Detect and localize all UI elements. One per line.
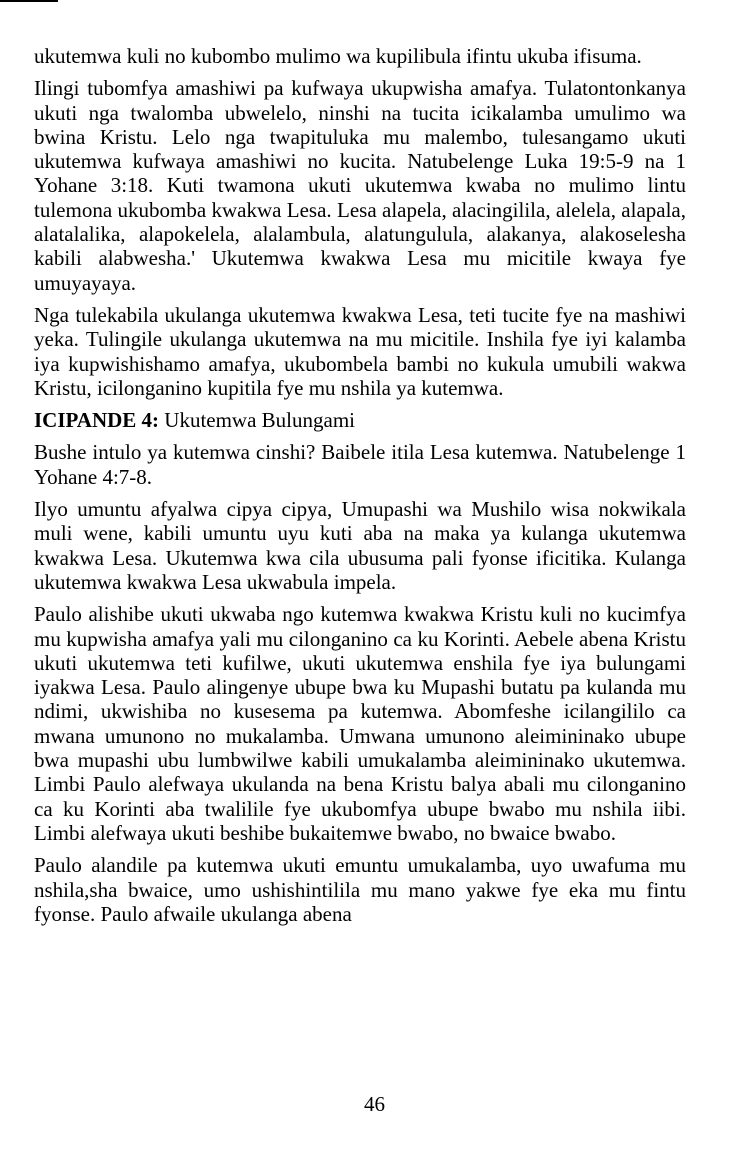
section-heading-title: Ukutemwa Bulungami <box>164 408 356 433</box>
paragraph: Ilyo umuntu afyalwa cipya cipya, Umupashi wa Mushilo wisa nokwikala muli wene, kabili umuntu uyu kuti aba na maka ya kulanga ukutemwa kwakwa Lesa. Ukutemwa kwa cila ubusuma pali fyonse ificitika. Kulanga ukutemwa kwakwa Lesa ukwabula impela. <box>34 497 686 594</box>
paragraph: Paulo alishibe ukuti ukwaba ngo kutemwa kwakwa Kristu kuli no kucimfya mu kupwisha amafya yali mu cilonganino ca ku Korinti. Aebele abena Kristu ukuti ukutemwa teti kufilwe, ukuti ukutemwa enshila fye iya bulungami iyakwa Lesa. Paulo alingenye ubupe bwa ku Mupashi butatu pa kulanda mu ndimi, ukwishiba no kusesema pa kutemwa. Abomfeshe icilangililo ca mwana umunono no mukalamba. Umwana umunono aleimininako ubupe bwa mupashi ubu lumbwilwe kabili umukalamba aleimininako ukutemwa. Limbi Paulo alefwaya ukulanda na bena Kristu balya abali mu cilonganino ca ku Korinti aba twalilile fye ukubomfya ubupe bwabo mu nshila iibi. Limbi alefwaya ukuti beshibe bukaitemwe bwabo, no bwaice bwabo. <box>34 602 686 845</box>
section-heading-label: ICIPANDE 4: <box>34 408 160 433</box>
section-heading <box>34 408 686 432</box>
paragraph: Bushe intulo ya kutemwa cinshi? Baibele itila Lesa kutemwa. Natubelenge 1 Yohane 4:7-8. <box>34 440 686 489</box>
paragraph: Nga tulekabila ukulanga ukutemwa kwakwa Lesa, teti tucite fye na mashiwi yeka. Tulingile ukulanga ukutemwa na mu micitile. Inshila fye iyi kalamba iya kupwishishamo amafya, ukubombela bambi no kukula umubili wakwa Kristu, icilonganino kupitila fye mu nshila ya kutemwa. <box>34 302 686 400</box>
paragraph: ukutemwa kuli no kubombo mulimo wa kupilibula ifintu ukuba ifisuma. <box>34 44 642 68</box>
paragraph: Ilingi tubomfya amashiwi pa kufwaya ukupwisha amafya. Tulatontonkanya ukuti nga twalomba ubwelelo, ninshi na tucita icikalamba umulimo wa bwina Kristu. Lelo nga twapituluka mu malembo, tulesangamo ukuti ukutemwa kufwaya amashiwi no kucita. Natubelenge Luka 19:5-9 na 1 Yohane 3:18. Kuti twamona ukuti ukutemwa kwaba no mulimo lintu tulemona ukubomba kwakwa Lesa. Lesa alapela, alacingilila, alelela, alapala, alatalalika, alapokelela, alalambula, alatungulula, alakanya, alakoselesha kabili alabwesha.' Ukutemwa kwakwa Lesa mu micitile kwaya fye umuyayaya. <box>34 76 686 295</box>
top-rule <box>0 0 58 2</box>
page-number: 46 <box>364 1092 385 1116</box>
page-body <box>34 44 686 934</box>
paragraph: Paulo alandile pa kutemwa ukuti emuntu umukalamba, uyo uwafuma mu nshila,sha bwaice, umo ushishintilila mu mano yakwe fye eka mu fintu fyonse. Paulo afwaile ukulanga abena <box>34 853 686 926</box>
